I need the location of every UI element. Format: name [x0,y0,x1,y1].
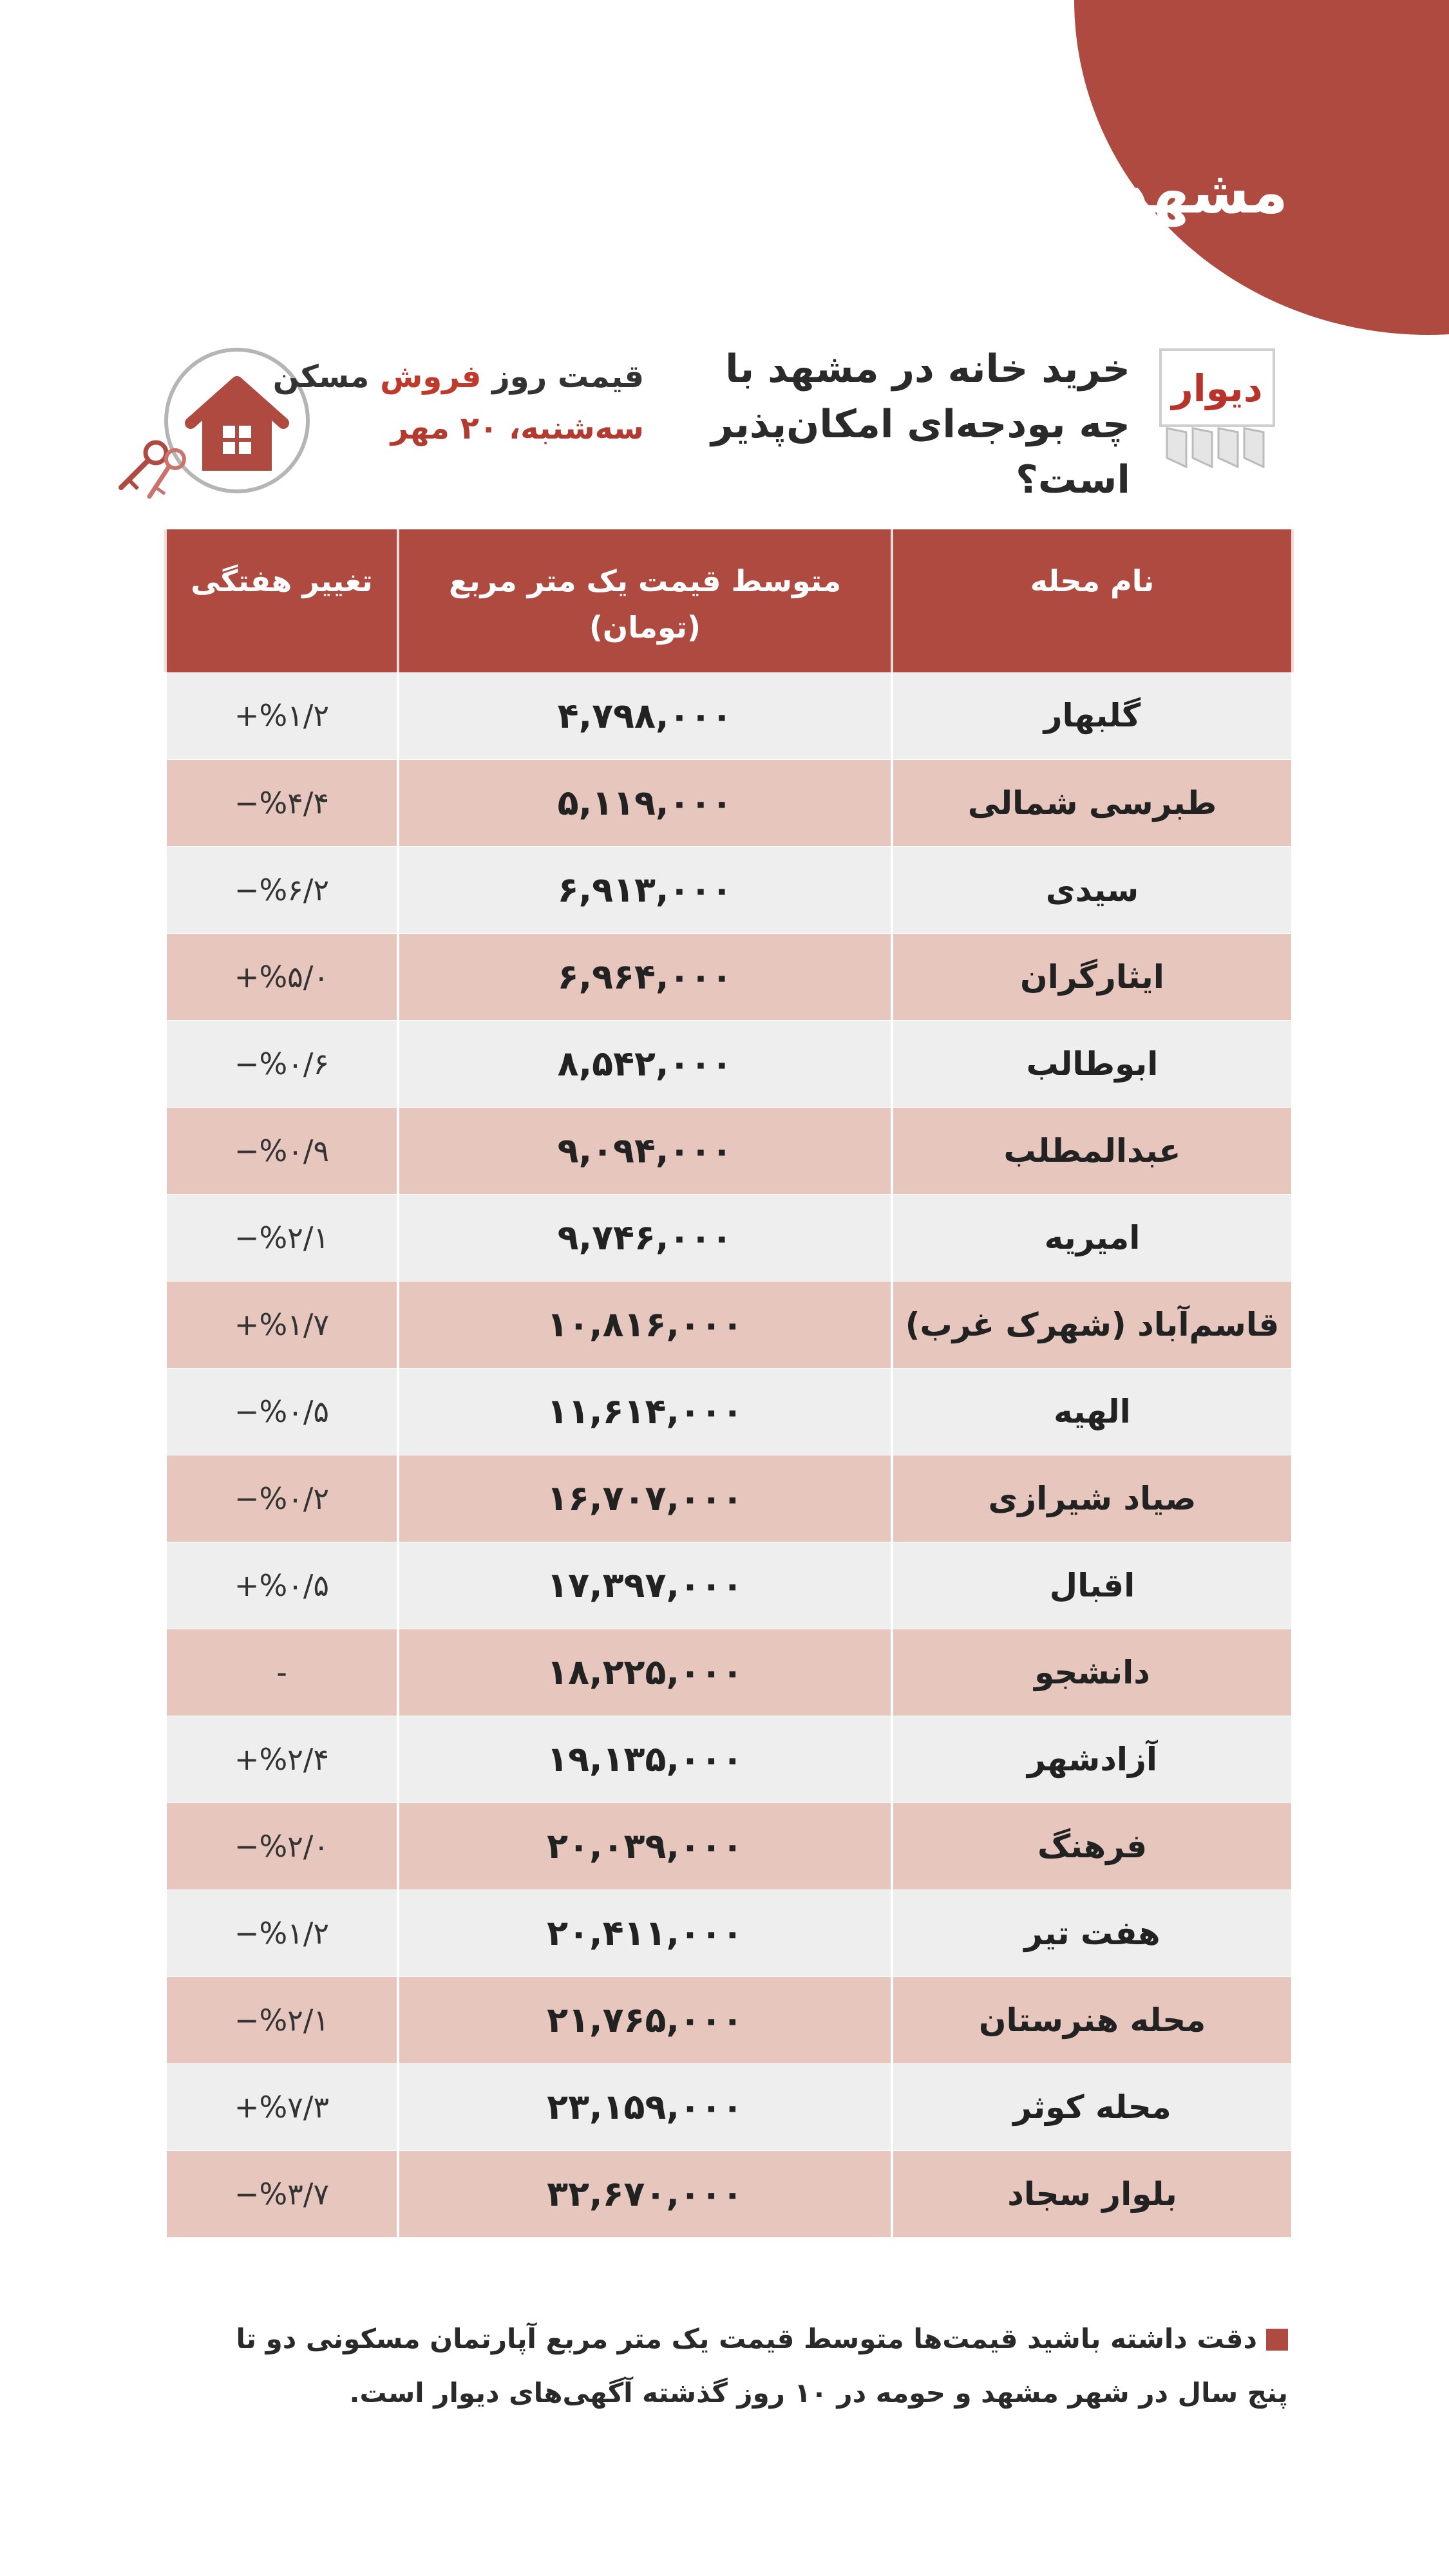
cell-name: سیدی [892,846,1293,933]
subtitle-accent: فروش [380,359,482,395]
cell-name: آزادشهر [892,1716,1293,1803]
footnote [206,2312,1288,2420]
cell-price: ۴,۷۹۸,۰۰۰ [398,672,892,759]
cell-name: عبدالمطلب [892,1107,1293,1194]
table-row [166,1542,1293,1629]
cell-change: +%۰/۵ [166,1542,398,1629]
cell-price: ۶,۹۱۳,۰۰۰ [398,846,892,933]
table-row [166,933,1293,1020]
cell-price: ۶,۹۶۴,۰۰۰ [398,933,892,1020]
subtitle [273,351,644,454]
cell-price: ۱۹,۱۳۵,۰۰۰ [398,1716,892,1803]
cell-price: ۹,۰۹۴,۰۰۰ [398,1107,892,1194]
cell-price: ۱۰,۸۱۶,۰۰۰ [398,1281,892,1368]
header-change: تغییر هفتگی [166,529,398,672]
cell-change: −%۴/۴ [166,759,398,846]
divar-logo [1153,345,1282,473]
cell-name: طبرسی شمالی [892,759,1293,846]
table-row [166,672,1293,759]
cell-change: +%۱/۲ [166,672,398,759]
cell-change: −%۱/۲ [166,1889,398,1976]
cell-price: ۲۰,۰۳۹,۰۰۰ [398,1803,892,1889]
cell-change: +%۲/۴ [166,1716,398,1803]
cell-name: صیاد شیرازی [892,1455,1293,1542]
cell-price: ۱۱,۶۱۴,۰۰۰ [398,1368,892,1455]
cell-name: محله هنرستان [892,1976,1293,2063]
cell-name: هفت تیر [892,1889,1293,1976]
cell-price: ۲۰,۴۱۱,۰۰۰ [398,1889,892,1976]
cell-name: ایثارگران [892,933,1293,1020]
cell-price: ۳۲,۶۷۰,۰۰۰ [398,2150,892,2237]
cell-price: ۲۱,۷۶۵,۰۰۰ [398,1976,892,2063]
subtitle-suffix: مسکن [272,359,370,395]
cell-change: −%۰/۲ [166,1455,398,1542]
cell-change: −%۲/۱ [166,1194,398,1281]
subtitle-prefix: قیمت روز [492,359,644,395]
cell-price: ۵,۱۱۹,۰۰۰ [398,759,892,846]
table-row [166,1889,1293,1976]
table-row [166,2150,1293,2237]
cell-name: اقبال [892,1542,1293,1629]
cell-name: گلبهار [892,672,1293,759]
cell-name: دانشجو [892,1629,1293,1716]
price-table [164,529,1294,2238]
table-row [166,759,1293,846]
city-title: مشهد [1117,158,1288,227]
cell-name: ابوطالب [892,1020,1293,1107]
headline: خرید خانه در مشهد با چه بودجه‌ای امکان‌پذیر است؟ [711,346,1130,502]
cell-change: −%۰/۹ [166,1107,398,1194]
cell-change: −%۶/۲ [166,846,398,933]
cell-name: قاسم‌آباد (شهرک غرب) [892,1281,1293,1368]
cell-change: +%۱/۷ [166,1281,398,1368]
footnote-text: دقت داشته باشید قیمت‌ها متوسط قیمت یک متر مربع آپارتمان مسکونی دو تا پنج سال در شهر مشهد و حومه در ۱۰ روز گذشته آگهی‌های دیوار است. [236,2323,1288,2409]
table-row [166,1629,1293,1716]
cell-price: ۸,۵۴۲,۰۰۰ [398,1020,892,1107]
cell-change: - [166,1629,398,1716]
header-name: نام محله [892,529,1293,672]
cell-change: −%۲/۱ [166,1976,398,2063]
table-header-row [166,529,1293,672]
cell-price: ۹,۷۴۶,۰۰۰ [398,1194,892,1281]
cell-price: ۱۸,۲۲۵,۰۰۰ [398,1629,892,1716]
cell-name: امیریه [892,1194,1293,1281]
table-row [166,1803,1293,1889]
table-row [166,1020,1293,1107]
table-row [166,846,1293,933]
table-row [166,1716,1293,1803]
divar-logo-text: دیوار [1171,366,1263,410]
table-row [166,1281,1293,1368]
cell-price: ۱۷,۳۹۷,۰۰۰ [398,1542,892,1629]
table-row [166,1107,1293,1194]
cell-change: −%۳/۷ [166,2150,398,2237]
subtitle-line [273,351,644,402]
cell-change: −%۲/۰ [166,1803,398,1889]
cell-price: ۱۶,۷۰۷,۰۰۰ [398,1455,892,1542]
cell-name: فرهنگ [892,1803,1293,1889]
cell-change: −%۰/۵ [166,1368,398,1455]
cell-change: −%۰/۶ [166,1020,398,1107]
cell-name: بلوار سجاد [892,2150,1293,2237]
table-row [166,2063,1293,2150]
cell-price: ۲۳,۱۵۹,۰۰۰ [398,2063,892,2150]
cell-name: الهیه [892,1368,1293,1455]
header-price: متوسط قیمت یک متر مربع (تومان) [398,529,892,672]
table-row [166,1368,1293,1455]
cell-change: +%۷/۳ [166,2063,398,2150]
footnote-marker-icon [1266,2329,1288,2351]
table-row [166,1194,1293,1281]
cell-name: محله کوثر [892,2063,1293,2150]
table-row [166,1455,1293,1542]
table-body [166,672,1293,2237]
table-row [166,1976,1293,2063]
subtitle-date: سه‌شنبه، ۲۰ مهر [390,410,644,446]
cell-change: +%۵/۰ [166,933,398,1020]
